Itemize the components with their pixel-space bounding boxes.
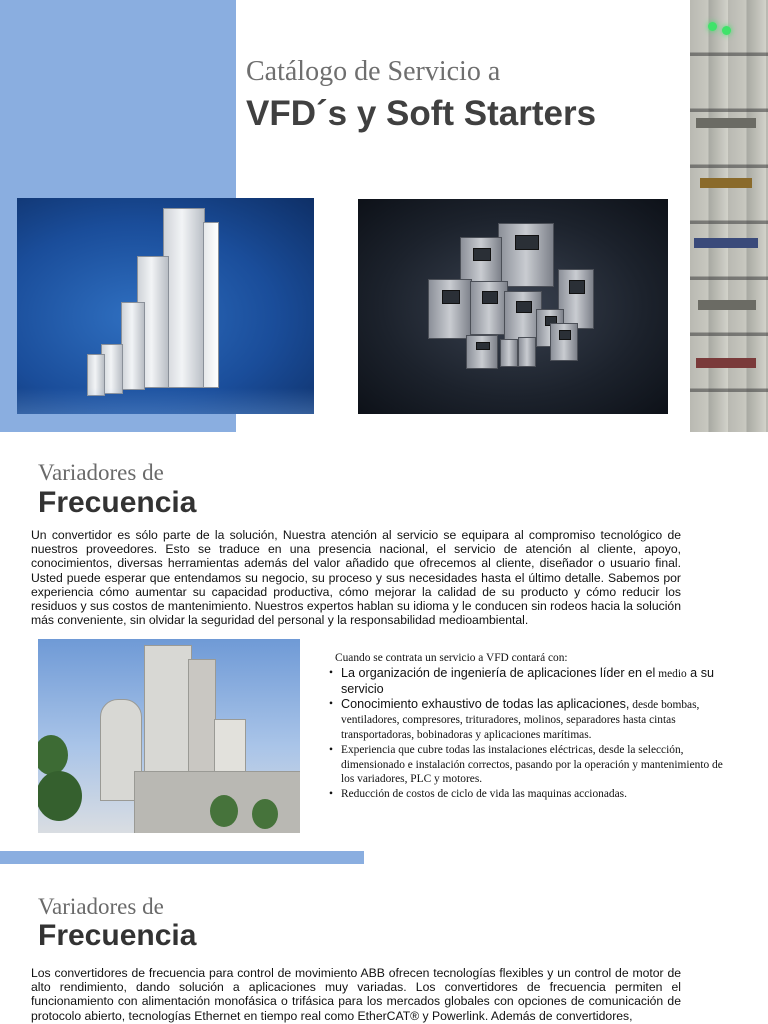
soft-starter-unit bbox=[466, 335, 498, 369]
soft-starter-unit bbox=[500, 339, 518, 367]
vfd-products-photo bbox=[17, 198, 314, 414]
service-item: • Experiencia que cubre todas las instalaciones eléctricas, desde la selección, dimensionado e instalación correctos, pasando por la operación y mantenimiento de los variadores, PLC y motores. bbox=[327, 743, 725, 787]
tree bbox=[38, 771, 82, 821]
indicator-light bbox=[722, 26, 731, 35]
services-intro: Cuando se contrata un servicio a VFD contará con: bbox=[335, 652, 568, 664]
tree bbox=[252, 799, 278, 829]
section2-paragraph: Los convertidores de frecuencia para control de movimiento ABB ofrecen tecnologías flexibles y un control de motor de alto rendimiento, dando solución a aplicaciones muy variadas. Los convertidores de frecuencia permiten el funcionamiento con alimentación monofásica o trifásica para los mercados globales con opciones de comunicación de protocolo abierto, tecnologías Ethernet en tiempo real como EtherCAT® y Powerlink. Además de convertidores, bbox=[31, 966, 681, 1023]
section1-heading-small: Variadores de bbox=[38, 460, 164, 485]
section-divider bbox=[0, 851, 364, 864]
service-item: • Reducción de costos de ciclo de vida las maquinas accionadas. bbox=[327, 787, 725, 802]
industrial-plant-photo bbox=[38, 639, 300, 833]
service-item: • La organización de ingeniería de aplicaciones líder en el medio a su servicio bbox=[327, 666, 725, 698]
services-list bbox=[327, 651, 725, 802]
tree bbox=[38, 735, 68, 775]
service-item: • Conocimiento exhaustivo de todas las aplicaciones, desde bombas, ventiladores, compresores, trituradores, molinos, separadores hasta cintas transportadoras, bobinadoras y aplicaciones marítimas. bbox=[327, 697, 725, 742]
indicator-light bbox=[708, 22, 717, 31]
catalog-title-line1: Catálogo de Servicio a bbox=[246, 56, 501, 87]
floor-reflection bbox=[17, 388, 314, 414]
panel-device bbox=[700, 178, 752, 188]
section2-heading-big: Frecuencia bbox=[38, 919, 197, 952]
soft-starter-unit bbox=[428, 279, 472, 339]
soft-starters-photo bbox=[358, 199, 668, 414]
tree bbox=[210, 795, 238, 827]
soft-starter-unit bbox=[518, 337, 536, 367]
section2-heading-small: Variadores de bbox=[38, 894, 164, 919]
panel-device bbox=[696, 358, 756, 368]
panel-device bbox=[694, 238, 758, 248]
panel-device bbox=[696, 118, 756, 128]
section1-paragraph: Un convertidor es sólo parte de la solución, Nuestra atención al servicio se equipara al compromiso tecnológico de nuestros proveedores. Esto se traduce en una presencia nacional, el servicio de atención al cliente, apoyo, conocimientos, diversas herramientas además del valor añadido que ofrecemos al cliente, diseñador o usuario final. Usted puede esperar que entendamos su negocio, su proceso y sus necesidades hasta el último detalle. Sabemos por experiencia cómo aumentar su capacidad productiva, cómo mejorar la calidad de su producto y cómo reducir los residuos y sus costos de mantenimiento. Nuestros expertos hablan su idioma y le conducen sin rodeos hacia la solución más conveniente, sin olvidar la seguridad del personal y la responsabilidad medioambiental. bbox=[31, 528, 681, 628]
soft-starter-unit bbox=[470, 281, 508, 335]
drive-unit bbox=[121, 302, 145, 390]
panel-device bbox=[698, 300, 756, 310]
section1-heading-big: Frecuencia bbox=[38, 486, 197, 519]
soft-starter-unit bbox=[550, 323, 578, 361]
catalog-title-line2: VFD´s y Soft Starters bbox=[246, 94, 597, 133]
drive-cabinet bbox=[163, 208, 205, 388]
control-panel-photo bbox=[690, 0, 768, 432]
soft-starter-unit bbox=[498, 223, 554, 287]
drive-cabinet-side bbox=[203, 222, 219, 388]
